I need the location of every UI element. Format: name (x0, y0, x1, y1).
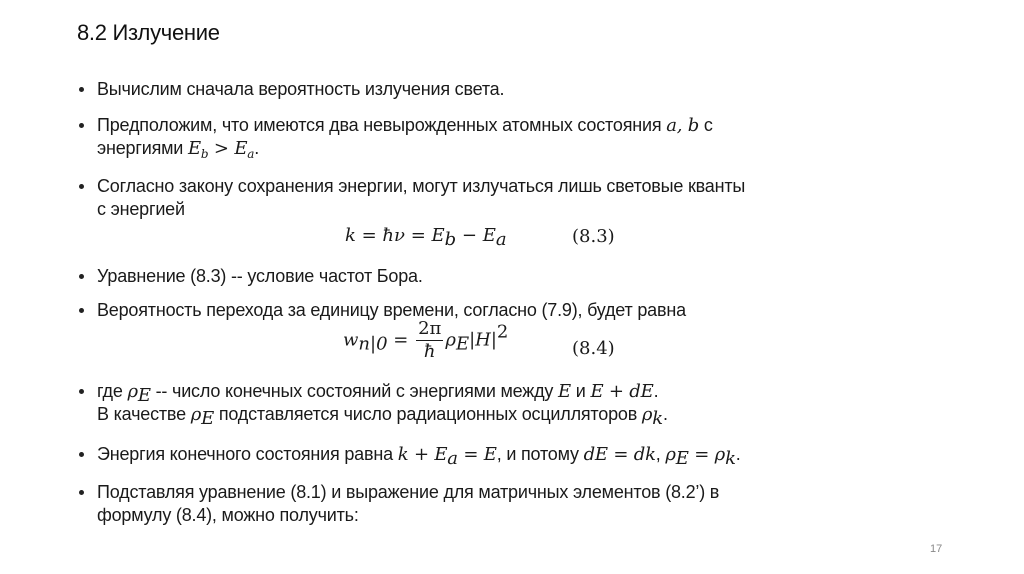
bullet-text: формулу (8.4), можно получить: (97, 505, 359, 525)
slide-title: 8.2 Излучение (77, 20, 220, 45)
bullet-item: где $\rho_E$ -- число конечных состояний с энергиями между E и E + dE. В качестве $\rho_E$ подставляется число радиационных осцилляторов $\rho_k$. (97, 381, 668, 429)
equation-8-4: $w_{n|0}$ = $\frac{2\pi}{ħ}$ $\rho_E|H|^2$ (343, 318, 509, 362)
equation-label: (8.3) (572, 226, 615, 247)
bullet-text: Подставляя уравнение (8.1) и выражение для матричных элементов (8.2’) в (97, 482, 720, 502)
bullet-text: энергиями (97, 138, 188, 158)
math-inline: a, b (666, 115, 700, 136)
bullet-text: с (699, 115, 713, 135)
page-number: 17 (930, 543, 943, 555)
bullet-text: Предположим, что имеются два невырожденных атомных состояния (97, 115, 667, 135)
equation-8-3: k = ħν = $E_b - E_a$ (345, 225, 507, 250)
bullet-item (77, 481, 719, 527)
bullet-item (77, 265, 423, 288)
bullet-item: Энергия конечного состояния равна $k + E_a = E$, и потому dE = dk, $\rho_E = \rho_k$. (97, 444, 741, 469)
bullet-text: Уравнение (8.3) -- условие частот Бора. (97, 266, 423, 286)
bullet-item: Предположим, что имеются два невырожденных атомных состояния a, b с энергиями $E_b > E_a$. (97, 115, 713, 161)
bullet-text: Вычислим сначала вероятность излучения света. (97, 79, 505, 99)
bullet-text: с энергией (97, 199, 185, 219)
bullet-text: Вероятность перехода за единицу времени, согласно (7.9), будет равна (97, 300, 686, 320)
equation-label: (8.4) (572, 338, 615, 359)
math-inline: $E_b > E_a$ (187, 138, 255, 161)
bullet-item (77, 78, 504, 101)
bullet-text: Согласно закону сохранения энергии, могут излучаться лишь световые кванты (97, 176, 746, 196)
bullet-item (77, 175, 745, 221)
fraction: $\frac{2\pi}{ħ}$ (418, 318, 442, 362)
